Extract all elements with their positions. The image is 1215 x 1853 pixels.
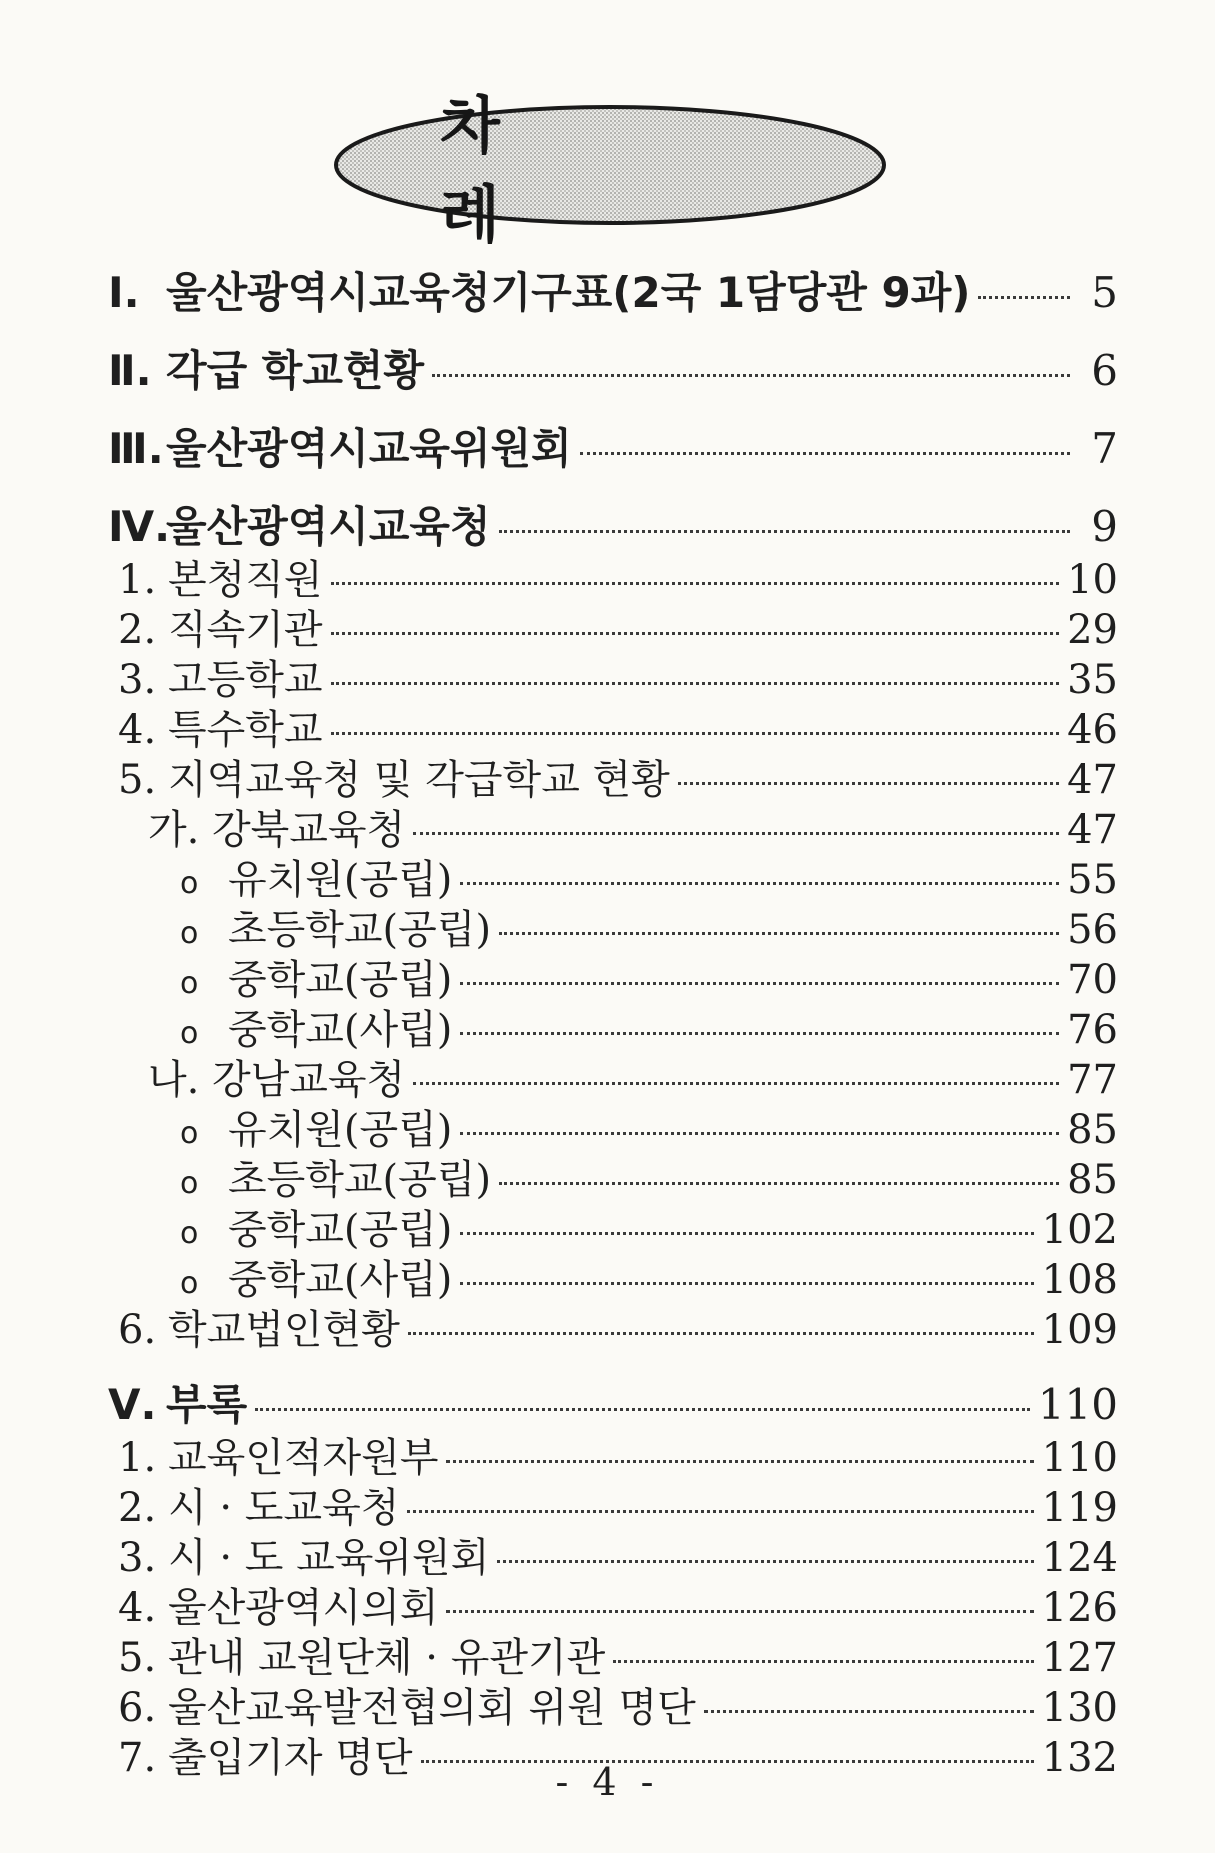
toc-entry-number: 4. [118,1585,157,1631]
dot-leader [432,374,1070,377]
toc-entry-page: 77 [1067,1057,1118,1103]
toc-entry [108,955,1118,1005]
dot-leader [460,882,1059,885]
toc-entry-title: 울산광역시교육청 [166,502,491,551]
toc-entry-title: 시 · 도교육청 [168,1485,400,1531]
dot-leader [407,1510,1033,1513]
toc-entry [108,805,1118,855]
toc-entry-number: 6. [118,1307,157,1353]
toc-entry [108,1055,1118,1105]
toc-entry-page: 55 [1067,857,1118,903]
toc-entry-number: 4. [118,707,157,753]
toc-entry-number: 2. [118,607,157,653]
toc-entry-number: o [180,1116,199,1151]
toc-entry-page: 9 [1091,502,1118,551]
dot-leader [460,1232,1033,1235]
dot-leader [331,582,1060,585]
dot-leader [460,1282,1033,1285]
toc-entry [108,605,1118,655]
toc-entry [108,1483,1118,1533]
toc-entry [108,1155,1118,1205]
toc-entry [108,343,1118,399]
dot-leader [704,1710,1034,1713]
toc-entry-title: 울산광역시교육위원회 [166,424,572,473]
toc-entry-page: 7 [1091,424,1118,473]
dot-leader [413,832,1059,835]
toc-entry-title: 강남교육청 [212,1057,406,1103]
toc-entry [108,1377,1118,1433]
toc-entry-number: 3. [118,1535,157,1581]
toc-entry-page: 124 [1041,1535,1118,1581]
toc-entry [108,1255,1118,1305]
dot-leader [499,530,1070,533]
toc-entry [108,1205,1118,1255]
toc-entry-page: 127 [1041,1635,1118,1681]
toc-entry-page: 35 [1067,657,1118,703]
toc-entry-title: 고등학교 [168,657,323,703]
toc-entry-number: o [180,1166,199,1201]
toc-entry-number: o [180,1216,199,1251]
toc-entry-title: 지역교육청 및 각급학교 현황 [168,757,670,803]
dot-leader [580,452,1070,455]
toc-entry-number: 7. [118,1735,157,1781]
toc-entry [108,1433,1118,1483]
toc-entry [108,421,1118,477]
toc-entry [108,855,1118,905]
toc-entry-title: 시 · 도 교육위원회 [168,1535,490,1581]
dot-leader [331,732,1060,735]
toc-entry-page: 47 [1067,757,1118,803]
page-number: - 4 - [555,1760,660,1804]
page-title: 차 례 [440,89,610,251]
toc-entry-title: 본청직원 [168,557,323,603]
toc-entry-title: 교육인적자원부 [168,1435,439,1481]
toc-entry-page: 102 [1041,1207,1118,1253]
toc-entry-title: 중학교(공립) [228,957,453,1003]
toc-entry-number: 5. [118,757,157,803]
toc-entry [108,1005,1118,1055]
dot-leader [613,1660,1033,1663]
dot-leader [408,1332,1034,1335]
toc-entry-number: o [180,866,199,901]
toc-entry-page: 47 [1067,807,1118,853]
toc-entry-title: 초등학교(공립) [228,1157,492,1203]
toc-entry-title: 관내 교원단체 · 유관기관 [168,1635,606,1681]
dot-leader [497,1560,1033,1563]
toc-entry-title: 울산광역시교육청기구표(2국 1담당관 9과) [166,268,971,317]
toc-entry [108,555,1118,605]
toc-entry-number: 나. [148,1057,200,1103]
toc-entry [108,1105,1118,1155]
toc-entry-title: 출입기자 명단 [168,1735,413,1781]
toc-entry-title: 울산교육발전협의회 위원 명단 [168,1685,696,1731]
toc-entry-number: 3. [118,657,157,703]
toc-entry-number: o [180,1266,199,1301]
toc-entry [108,1683,1118,1733]
toc-entry-number: Ⅱ. [108,346,152,395]
toc-entry-page: 29 [1067,607,1118,653]
toc-entry-number: Ⅲ. [108,424,164,473]
toc-entry-page: 6 [1091,346,1118,395]
toc-entry-title: 강북교육청 [212,807,406,853]
toc-entry [108,705,1118,755]
dot-leader [499,1182,1059,1185]
toc-entry-page: 108 [1041,1257,1118,1303]
toc-entry [108,1633,1118,1683]
table-of-contents [108,265,1118,1783]
toc-entry-title: 유치원(공립) [228,857,453,903]
dot-leader [331,632,1060,635]
toc-entry-number: Ⅴ. [108,1380,157,1429]
toc-entry-number: Ⅳ. [108,502,171,551]
toc-entry-page: 76 [1067,1007,1118,1053]
toc-entry-title: 유치원(공립) [228,1107,453,1153]
toc-entry-page: 70 [1067,957,1118,1003]
dot-leader [413,1082,1059,1085]
toc-entry-page: 85 [1067,1157,1118,1203]
toc-entry-number: 6. [118,1685,157,1731]
toc-entry [108,905,1118,955]
toc-entry [108,755,1118,805]
dot-leader [331,682,1060,685]
dot-leader [978,296,1070,299]
toc-entry-page: 130 [1041,1685,1118,1731]
toc-entry-number: o [180,1016,199,1051]
toc-entry-title: 중학교(사립) [228,1007,453,1053]
toc-entry-number: Ⅰ. [108,268,140,317]
toc-entry-title: 중학교(공립) [228,1207,453,1253]
toc-entry [108,1533,1118,1583]
toc-entry-page: 126 [1041,1585,1118,1631]
toc-entry-number: o [180,966,199,1001]
toc-entry-title: 직속기관 [168,607,323,653]
toc-entry-title: 학교법인현황 [168,1307,400,1353]
toc-entry-number: 1. [118,557,157,603]
toc-entry-page: 5 [1091,268,1118,317]
toc-entry-page: 119 [1041,1485,1118,1531]
dot-leader [460,1132,1059,1135]
toc-entry-page: 56 [1067,907,1118,953]
toc-entry-page: 110 [1037,1380,1118,1429]
dot-leader [446,1460,1033,1463]
toc-entry [108,655,1118,705]
toc-entry-number: 가. [148,807,200,853]
toc-entry-page: 110 [1041,1435,1118,1481]
title-banner [330,89,890,251]
toc-entry [108,499,1118,555]
dot-leader [255,1408,1030,1411]
toc-entry-page: 10 [1067,557,1118,603]
toc-entry-title: 각급 학교현황 [166,346,425,395]
toc-entry-page: 132 [1041,1735,1118,1781]
toc-entry-number: o [180,916,199,951]
dot-leader [446,1610,1033,1613]
toc-entry-title: 초등학교(공립) [228,907,492,953]
toc-entry-number: 5. [118,1635,157,1681]
toc-entry-page: 85 [1067,1107,1118,1153]
dot-leader [460,1032,1059,1035]
toc-entry-title: 울산광역시의회 [168,1585,439,1631]
toc-entry [108,1305,1118,1355]
dot-leader [460,982,1059,985]
dot-leader [499,932,1059,935]
toc-entry [108,1583,1118,1633]
toc-entry-number: 1. [118,1435,157,1481]
toc-entry-title: 특수학교 [168,707,323,753]
toc-entry-page: 109 [1041,1307,1118,1353]
toc-entry [108,265,1118,321]
toc-entry-title: 부록 [166,1380,248,1429]
toc-entry-title: 중학교(사립) [228,1257,453,1303]
toc-entry-number: 2. [118,1485,157,1531]
toc-entry-page: 46 [1067,707,1118,753]
dot-leader [678,782,1059,785]
